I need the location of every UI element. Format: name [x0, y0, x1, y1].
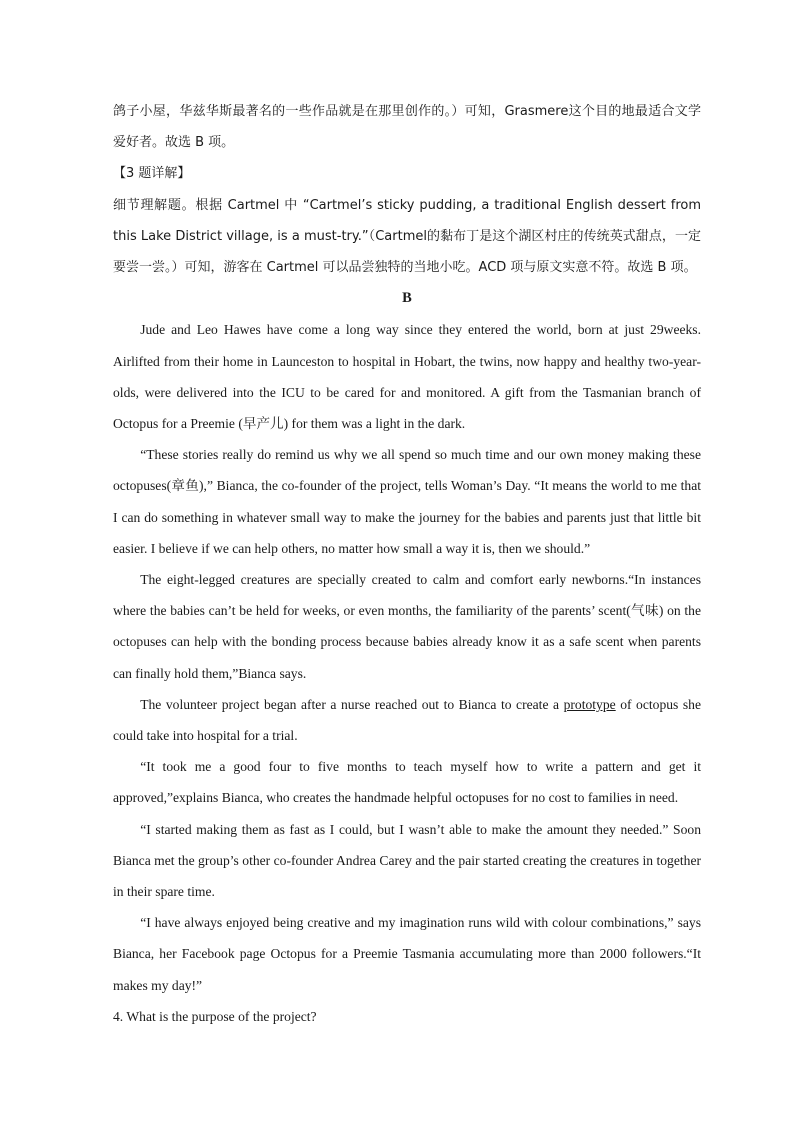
passage-paragraph-4 [113, 689, 701, 751]
analysis-paragraph-2: 细节理解题。根据 Cartmel 中 “Cartmel’s sticky pudding, a traditional English dessert from this Lake District village, is a must-try.”（Cartmel的黏布丁是这个湖区村庄的传统英式甜点，一定要尝一尝。）可知，游客在 Cartmel 可以品尝独特的当地小吃。ACD 项与原文实意不符。故选 B 项。 [113, 197, 701, 276]
passage-paragraph-2: “These stories really do remind us why we all spend so much time and our own money making these octopuses(章鱼),” Bianca, the co-founder of the project, tells Woman’s Day. “It means the world to me that I can do something in whatever small way to make the journey for the babies and parents just that little bit easier. I believe if we can help others, no matter how small a way it is, then we should.” [113, 447, 701, 556]
passage-paragraph-5: “It took me a good four to five months to teach myself how to write a pattern and get it approved,”explains Bianca, who creates the handmade helpful octopuses for no cost to families in need. [113, 759, 701, 806]
question-4: 4. What is the purpose of the project? [113, 1008, 317, 1024]
passage-paragraph-3: The eight-legged creatures are specially created to calm and comfort early newborns.“In instances where the babies can’t be held for weeks, or even months, the familiarity of the parents’ scent(气味) on the octopuses can help with the bonding process because babies already know it as a safe scent when parents can finally hold them,”Bianca says. [113, 572, 701, 681]
question-3-heading: 【3 题详解】 [113, 166, 191, 182]
underlined-word: prototype [563, 696, 616, 712]
passage-paragraph-1: Jude and Leo Hawes have come a long way since they entered the world, born at just 29weeks. Airlifted from their home in Launceston to hospital in Hobart, the twins, now happy and healthy two-year-olds, were delivered into the ICU to be cared for and monitored. A gift from the Tasmanian branch of Octopus for a Preemie (早产儿) for them was a light in the dark. [113, 322, 701, 432]
passage-paragraph-7: “I have always enjoyed being creative and my imagination runs wild with colour combinations,” says Bianca, her Facebook page Octopus for a Preemie Tasmania accumulating more than 2000 followers.“It makes my day!” [113, 915, 701, 993]
document-page [113, 96, 701, 1032]
passage-paragraph-6: “I started making them as fast as I could, but I wasn’t able to make the amount they needed.” Soon Bianca met the group’s other co-founder Andrea Carey and the pair started creating the creatures in together in their spare time. [113, 821, 701, 900]
section-label: B [402, 290, 412, 307]
passage-paragraph-4-start: The volunteer project began after a nurse reached out to Bianca to create a [140, 696, 564, 712]
passage-paragraph-4-end: of octopus she could take into hospital for a trial. [113, 696, 701, 744]
analysis-paragraph-1: 鸽子小屋，华兹华斯最著名的一些作品就是在那里创作的。）可知，Grasmere这个目的地最适合文学爱好者。故选 B 项。 [113, 104, 701, 151]
